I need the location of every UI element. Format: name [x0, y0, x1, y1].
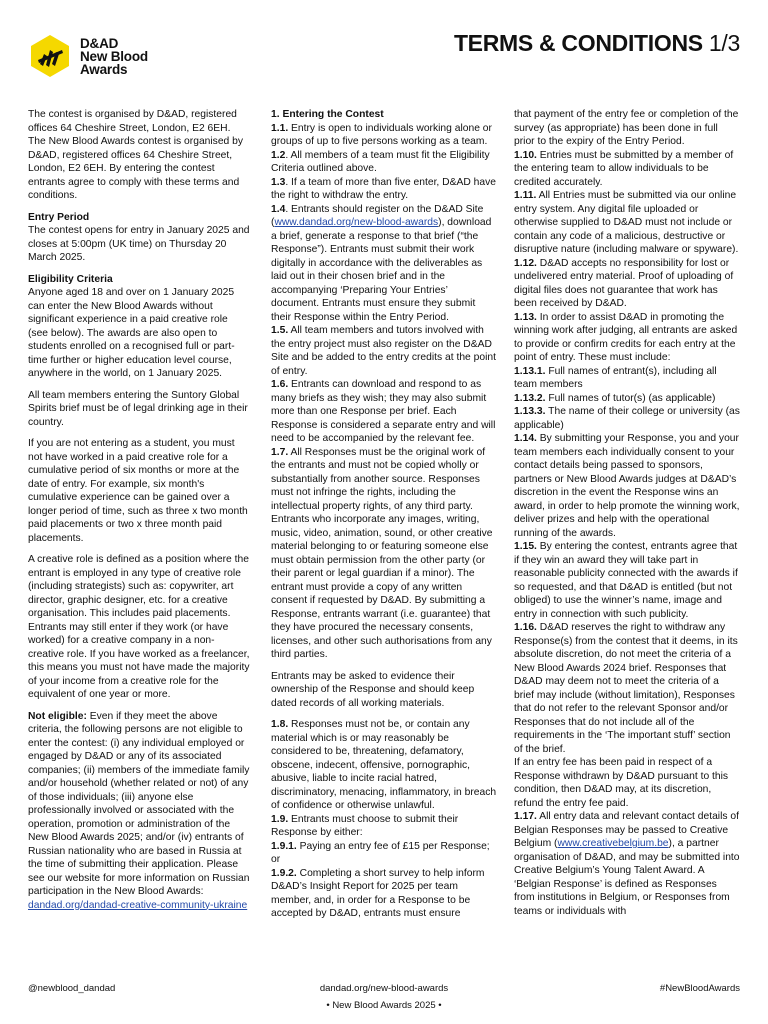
creative-belgium-link[interactable]: www.creativebelgium.be: [557, 838, 669, 849]
clause-number: 1.7.: [271, 446, 289, 458]
clause-number: 1.13.: [514, 311, 537, 323]
clause-number: 1.9.2.: [271, 867, 297, 879]
clause-text: ), download a brief, generate a response to that brief (“the Response”). Entrants must submit their work digitally in accordance with the deliverables as laid out in their chosen brief and in the accompanying ‘Preparing Your Entries’ document. Entrants must ensure they submit their Response within the Entry Period.: [271, 217, 492, 323]
clause-1-9: [271, 813, 497, 840]
footer-event-name: • New Blood Awards 2025 •: [326, 1000, 442, 1011]
clause-number: 1.3: [271, 176, 286, 188]
eligibility-paragraph-4: A creative role is defined as a position where the entrant is employed in any type of creative role (including strategists) such as: copywriter, art director, graphic designer, etc. for a creative organisation. This includes paid placements. Entrants may still enter if they work (or have worked) for a creative company in a non-creative role. If you have worked as a freelancer, this means you must not have made the majority of your income from a creative role for the equivalent of one year or more.: [28, 554, 250, 700]
not-eligible-text: Even if they meet the above criteria, the following persons are not eligible to enter the contest: (i) any individual employed or engaged by D&AD or any of its associated companies; (ii) members of the immediate family and/or household (whether related or not) of any of those individuals; (iii) anyone else professionally involved or associated with the operation, promotion or administration of the New Blood Awards 2025; and/or (iv) entrants of Russian nationality who are based in Russia at the time of submitting their application. Please see our website for more information on Russian participation in the New Blood Awards:: [28, 710, 250, 897]
column-1: [28, 108, 250, 920]
page-number: 1/3: [708, 30, 740, 56]
new-blood-awards-link[interactable]: www.dandad.org/new-blood-awards: [274, 217, 439, 228]
clause-1-16: [514, 621, 740, 756]
clause-text: . If a team of more than five enter, D&AD have the right to withdraw the entry.: [271, 176, 496, 201]
eligibility-paragraph-3: If you are not entering as a student, you must not have worked in a paid creative role for a cumulative period of six months or more at the date of entry. For example, six month's cumulative experience can be gained over a longer period of time, such as three x two month paid placements or two x three month paid placements.: [28, 438, 248, 544]
evidence-paragraph: Entrants may be asked to evidence their ownership of the Response and should keep dated records of all working materials.: [271, 670, 475, 709]
clause-text: The name of their college or university (as applicable): [514, 406, 740, 431]
clause-1-9-2: [271, 867, 497, 921]
logo-line-3: Awards: [80, 61, 128, 77]
entry-period-heading: Entry Period: [28, 211, 90, 223]
title-text: TERMS & CONDITIONS: [453, 30, 703, 56]
column-3: [514, 108, 740, 918]
clause-text: All entry data and relevant contact details of Belgian Responses may be passed to Creative Belgium (: [514, 811, 739, 849]
clause-1-13-2: [514, 392, 740, 406]
refund-paragraph: If an entry fee has been paid in respect of a Response withdrawn by D&AD pursuant to this condition, then D&AD may, at its discretion, refund the entry fee paid.: [514, 757, 729, 809]
clause-text: . Entrants should register on the D&AD Site (: [271, 203, 484, 228]
column-2: [271, 108, 497, 921]
clause-text: All Responses must be the original work of the entrants and must not be copied wholly or substantially from another source. Responses must not infringe the rights, including the intellectual property rights, of any third party. Entrants who incorporate any images, writing, music, video, animation, sound, or other creative material belonging to or featuring someone else must obtain permission from the other party (or their parent or legal guardian if a minor). The entrant must provide a copy of any written consent if requested by D&AD. By submitting a Response, entrants warrant (i.e. guarantee) that they have procured the necessary consents, licenses, and other such authorisations from any third parties.: [271, 446, 493, 660]
section-heading: 1. Entering the Contest: [271, 109, 384, 120]
clause-1-7: [271, 446, 497, 662]
clause-number: 1.6.: [271, 379, 289, 390]
clause-number: 1.9.: [271, 813, 289, 825]
clause-text: Entrants can download and respond to as many briefs as they wish; they may also submit more than one Response per brief. Each Response is considered a separate entry and will need to be accompanied by the relevant fee.: [271, 379, 496, 444]
clause-number: 1.11.: [514, 190, 537, 201]
clause-text: Full names of entrant(s), including all team members: [514, 365, 717, 390]
clause-text: Paying an entry fee of £15 per Response; or: [271, 840, 490, 865]
clause-1-10: [514, 149, 740, 190]
clause-number: 1.14.: [514, 433, 537, 444]
intro-paragraph: The contest is organised by D&AD, registered offices 64 Cheshire Street, London, E2 6EH. The New Blood Awards contest is organised by D&AD, registered offices 64 Cheshire Street, London, E2 6EH. By entering the contest entrants agree to comply with these terms and conditions.: [28, 109, 244, 201]
continued-text: that payment of the entry fee or completion of the survey (as appropriate) has been done in full prior to the expiry of the Entry Period.: [514, 109, 739, 147]
logo-line-1: D&AD: [80, 35, 119, 51]
ukraine-link[interactable]: dandad.org/dandad-creative-community-ukraine: [28, 899, 248, 911]
footer-url: dandad.org/new-blood-awards: [319, 983, 449, 994]
clause-text: D&AD accepts no responsibility for lost or undelivered entry material. Proof of uploading of digital files does not guarantee that work has been received by D&AD.: [514, 257, 734, 309]
clause-1-17: [514, 810, 740, 918]
clause-1-2: [271, 149, 497, 176]
clause-text: Full names of tutor(s) (as applicable): [545, 392, 716, 404]
clause-1-4: [271, 203, 497, 325]
clause-text: All Entries must be submitted via our online entry system. Any digital file uploaded or otherwise supplied to D&AD must not include or contain any code of a malicious, destructive or disruptive nature (including malware or spyware).: [514, 190, 739, 255]
not-eligible-paragraph: [28, 710, 250, 913]
clause-text: ), a partner organisation of D&AD, and may be submitted into Creative Belgium’s Young Talent Award. A ‘Belgian Response’ is defined as Responses from institutions in Belgium, or Responses from teams or individuals with: [514, 838, 740, 917]
eligibility-heading: Eligibility Criteria: [28, 273, 113, 285]
clause-1-12: [514, 257, 740, 311]
entry-period-text: The contest opens for entry in January 2025 and closes at 5:00pm (UK time) on Thursday 20 March 2025.: [28, 225, 250, 263]
eligibility-paragraph-1: Anyone aged 18 and over on 1 January 2025 can enter the New Blood Awards without significant experience in a paid creative role (see below). The awards are also open to students enrolled on a recognised full or part-time further or higher education level course, anywhere in the world, on 1 January 2025.: [28, 287, 235, 379]
clause-number: 1.13.3.: [514, 406, 546, 417]
clause-1-3: [271, 176, 497, 203]
clause-text: Entrants must choose to submit their Response by either:: [271, 813, 459, 838]
clause-1-13-1: [514, 365, 740, 392]
clause-number: 1.15.: [514, 541, 537, 552]
clause-text: Responses must not be, or contain any material which is or may reasonably be considered to be, threatening, defamatory, obscene, indecent, offensive, pornographic, abusive, liable to incite racial hatred, discriminatory, menacing, inflammatory, in breach of confidence or otherwise unlawful.: [271, 719, 497, 811]
clause-number: 1.13.1.: [514, 365, 546, 377]
clause-number: 1.2: [271, 149, 286, 161]
clause-1-11: [514, 189, 740, 257]
clause-text: Completing a short survey to help inform D&AD’s Insight Report for 2025 per team member, and, in order for a Response to be accepted by D&AD, entrants must ensure: [271, 867, 485, 919]
clause-number: 1.5.: [271, 325, 289, 336]
clause-1-6: [271, 378, 497, 446]
clause-1-5: [271, 324, 497, 378]
clause-text: Entry is open to individuals working alone or groups of up to five persons working as a team.: [271, 122, 492, 147]
clause-number: 1.9.1.: [271, 840, 297, 852]
logo-wordmark: [80, 37, 148, 76]
clause-text: . All members of a team must fit the Eligibility Criteria outlined above.: [271, 149, 490, 174]
not-eligible-label: Not eligible:: [28, 710, 87, 722]
clause-1-14: [514, 432, 740, 540]
clause-text: All team members and tutors involved with the entry project must also register on the D&AD Site and be added to the entry credits at the point of entry.: [271, 325, 496, 377]
clause-text: D&AD reserves the right to withdraw any Response(s) from the contest that it deems, in its absolute discretion, do not meet the criteria of a New Blood Awards 2024 brief. Responses that D&AD may deem not to meet the criteria of a brief may include (without limitation), Responses that do not refer to the relevant Sponsor and/or Responses that do not include all of the requirements in the ‘The important stuff’ section of the brief.: [514, 622, 738, 755]
clause-number: 1.4: [271, 203, 286, 215]
dandad-logo: [28, 34, 148, 78]
clause-number: 1.13.2.: [514, 392, 546, 404]
clause-1-9-1: [271, 840, 497, 867]
clause-text: By entering the contest, entrants agree that if they win an award they will take part in reasonable publicity connected with the awards if so requested, and that D&AD is entitled (but not obliged) to use the winner’s name, image and entry in connection with such publicity.: [514, 541, 738, 620]
clause-number: 1.1.: [271, 122, 289, 134]
clause-1-8: [271, 718, 497, 813]
clause-1-13: [514, 311, 740, 365]
clause-1-1: [271, 122, 497, 149]
clause-text: Entries must be submitted by a member of the entering team to allow individuals to be credited accurately.: [514, 149, 734, 188]
clause-number: 1.16.: [514, 622, 537, 633]
page-title: [454, 30, 740, 57]
logo-line-2: New Blood: [80, 48, 148, 64]
clause-number: 1.8.: [271, 719, 289, 730]
footer-social-handle: @newblood_dandad: [28, 983, 116, 994]
eligibility-paragraph-2: All team members entering the Suntory Global Spirits brief must be of legal drinking age in their country.: [28, 389, 248, 428]
clause-number: 1.17.: [514, 811, 537, 822]
pencil-hexagon-icon: [28, 34, 72, 78]
clause-number: 1.12.: [514, 257, 537, 269]
clause-text: In order to assist D&AD in promoting the winning work after judging, all entrants are asked to provide or confirm credits for each entry at the point of entry. These must include:: [514, 311, 738, 363]
clause-1-13-3: [514, 405, 740, 432]
clause-text: By submitting your Response, you and your team members each individually consent to your contact details being passed to sponsors, partners or New Blood Awards judges at D&AD’s discretion in the event the Response wins an award, in order to help promote the winning work, deliver prizes and help with the operational running of the awards.: [514, 433, 740, 539]
clause-number: 1.10.: [514, 149, 537, 161]
clause-1-15: [514, 540, 740, 621]
footer-hashtag: #NewBloodAwards: [659, 983, 740, 994]
